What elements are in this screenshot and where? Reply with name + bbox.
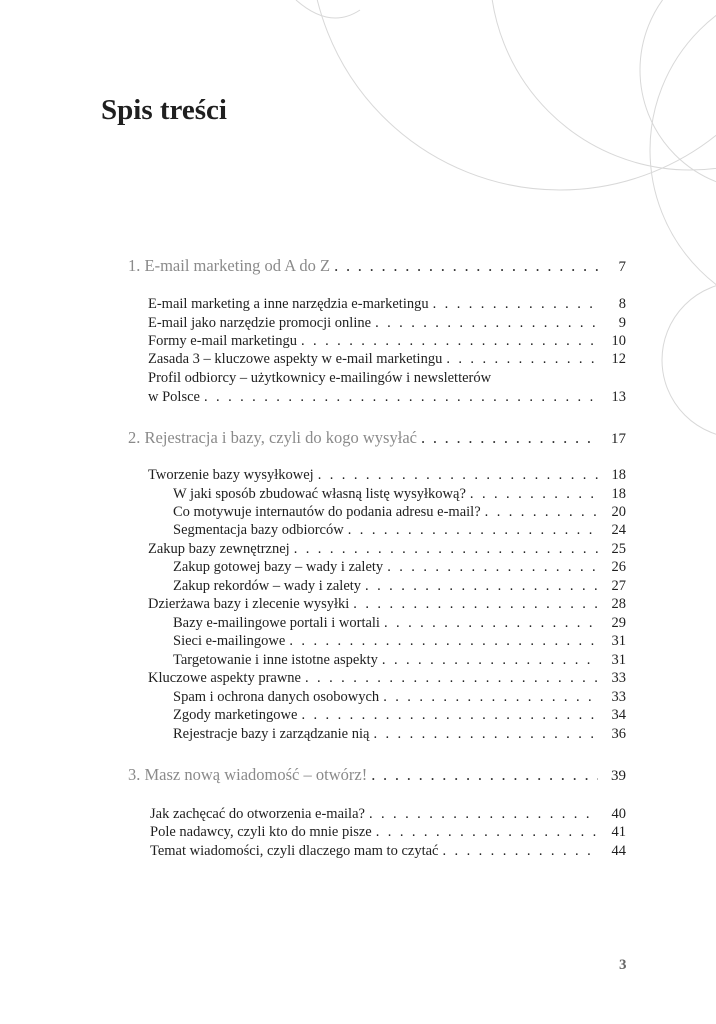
toc-subentry[interactable]: [173, 615, 626, 632]
toc-chapter-title: 3. Masz nową wiadomość – otwórz!: [128, 765, 368, 784]
toc-page-number: 10: [611, 333, 626, 349]
toc-entry[interactable]: [148, 315, 626, 332]
toc-chapter-2[interactable]: [128, 428, 626, 448]
toc-leader-dots: [365, 578, 598, 595]
toc-leader-dots: [305, 670, 598, 687]
toc-page-number: 9: [618, 315, 626, 331]
toc-page-number: 40: [611, 806, 626, 822]
toc-leader-dots: [348, 522, 598, 539]
toc-page-number: 26: [611, 559, 626, 575]
toc-page-number: 12: [611, 351, 626, 367]
toc-entry-title: Tworzenie bazy wysyłkowej: [148, 467, 314, 483]
toc-entry[interactable]: [148, 333, 626, 350]
toc-entry[interactable]: [150, 824, 626, 841]
toc-leader-dots: [433, 296, 598, 313]
toc-entry[interactable]: [148, 670, 626, 687]
toc-subentry[interactable]: [173, 504, 626, 521]
toc-subentry[interactable]: [173, 486, 626, 503]
toc-leader-dots: [353, 596, 598, 613]
toc-leader-dots: [442, 843, 598, 860]
toc-page-number: 13: [611, 389, 626, 405]
toc-leader-dots: [318, 467, 598, 484]
toc-leader-dots: [369, 806, 598, 823]
toc-entry[interactable]: [150, 806, 626, 823]
toc-page-number: 31: [611, 633, 626, 649]
toc-leader-dots: [384, 615, 598, 632]
toc-entry-title: Spam i ochrona danych osobowych: [173, 689, 380, 705]
toc-subentry[interactable]: [173, 652, 626, 669]
toc-entry[interactable]: [148, 596, 626, 613]
page-number: 3: [619, 957, 627, 973]
toc-entry-title: Pole nadawcy, czyli kto do mnie pisze: [150, 824, 372, 840]
toc-subentry[interactable]: [173, 689, 626, 706]
toc-leader-dots: [387, 559, 598, 576]
toc-entry-title: Zgody marketingowe: [173, 707, 298, 723]
toc-leader-dots: [289, 633, 598, 650]
toc-page-number: 18: [611, 467, 626, 483]
toc-entry-title: Rejestracje bazy i zarządzanie nią: [173, 726, 370, 742]
toc-entry[interactable]: [148, 351, 626, 368]
toc-subentry[interactable]: [173, 578, 626, 595]
toc-entry[interactable]: [148, 296, 626, 313]
toc-page-number: 24: [611, 522, 626, 538]
toc-entry-title: Targetowanie i inne istotne aspekty: [173, 652, 378, 668]
toc-subentry[interactable]: [173, 726, 626, 743]
toc-entry-title: E-mail marketing a inne narzędzia e-marketingu: [148, 296, 429, 312]
toc-entry-title: Segmentacja bazy odbiorców: [173, 522, 344, 538]
toc-entry-title: Formy e-mail marketingu: [148, 333, 297, 349]
toc-leader-dots: [470, 486, 598, 503]
toc-page-number: 25: [611, 541, 626, 557]
toc-page-number: 27: [611, 578, 626, 594]
toc-entry-title: Zakup rekordów – wady i zalety: [173, 578, 362, 594]
toc-entry-title: Co motywuje internautów do podania adresu e-mail?: [173, 504, 481, 520]
toc-leader-dots: [446, 351, 598, 368]
toc-leader-dots: [373, 726, 598, 743]
toc-entry-title: Zakup bazy zewnętrznej: [148, 541, 290, 557]
toc-entry-title: Temat wiadomości, czyli dlaczego mam to czytać: [150, 843, 439, 859]
toc-entry-title-continued: w Polsce: [148, 389, 200, 405]
toc-entry-title: Sieci e-mailingowe: [173, 633, 286, 649]
toc-leader-dots: [334, 256, 598, 276]
toc-subentry[interactable]: [173, 707, 626, 724]
toc-page-number: 18: [611, 486, 626, 502]
toc-subentry[interactable]: [173, 522, 626, 539]
toc-subentry[interactable]: [173, 559, 626, 576]
toc-entry[interactable]: [148, 467, 626, 484]
toc-leader-dots: [375, 315, 598, 332]
toc-page-number: 29: [611, 615, 626, 631]
toc-entry[interactable]: [148, 541, 626, 558]
toc-entry[interactable]: [150, 843, 626, 860]
toc-page-number: 41: [611, 824, 626, 840]
toc-leader-dots: [383, 689, 598, 706]
toc-leader-dots: [376, 824, 598, 841]
toc-entry-title: E-mail jako narzędzie promocji online: [148, 315, 372, 331]
toc-entry-title: Dzierżawa bazy i zlecenie wysyłki: [148, 596, 350, 612]
toc-leader-dots: [382, 652, 598, 669]
toc-page-number: 33: [611, 670, 626, 686]
toc-chapter-3[interactable]: [128, 765, 626, 785]
toc-entry-title: Jak zachęcać do otworzenia e-maila?: [150, 806, 365, 822]
toc-chapter-1[interactable]: [128, 256, 626, 276]
toc-page-number: 33: [611, 689, 626, 705]
toc-page-number: 44: [611, 843, 626, 859]
toc-leader-dots: [371, 765, 598, 785]
toc-page-number: 31: [611, 652, 626, 668]
toc-leader-dots: [485, 504, 598, 521]
toc-chapter-title: 2. Rejestracja i bazy, czyli do kogo wysyłać: [128, 428, 417, 447]
toc-entry-title: W jaki sposób zbudować własną listę wysyłkową?: [173, 486, 466, 502]
toc-leader-dots: [204, 389, 598, 406]
toc-entry-title[interactable]: Profil odbiorcy – użytkownicy e-mailingów i newsletterów: [148, 370, 492, 386]
toc-leader-dots: [294, 541, 598, 558]
toc-entry[interactable]: [148, 389, 626, 406]
toc-page-number: 36: [611, 726, 626, 742]
page-title: Spis treści: [101, 94, 227, 126]
toc-page-number: 20: [611, 504, 626, 520]
toc-entry-title: Zakup gotowej bazy – wady i zalety: [173, 559, 384, 575]
toc-subentry[interactable]: [173, 633, 626, 650]
toc-page-number: 8: [618, 296, 626, 312]
toc-entry-title: Zasada 3 – kluczowe aspekty w e-mail marketingu: [148, 351, 443, 367]
toc-leader-dots: [301, 333, 598, 350]
toc-page-number: 39: [611, 768, 626, 784]
toc-page-number: 17: [611, 431, 626, 447]
toc-chapter-title: 1. E-mail marketing od A do Z: [128, 256, 331, 275]
toc-leader-dots: [301, 707, 598, 724]
toc-page-number: 28: [611, 596, 626, 612]
toc-entry-title: Bazy e-mailingowe portali i wortali: [173, 615, 380, 631]
toc-page-number: 34: [611, 707, 626, 723]
toc-entry-title: Kluczowe aspekty prawne: [148, 670, 301, 686]
toc-page-number: 7: [618, 259, 626, 275]
toc-leader-dots: [421, 428, 598, 448]
